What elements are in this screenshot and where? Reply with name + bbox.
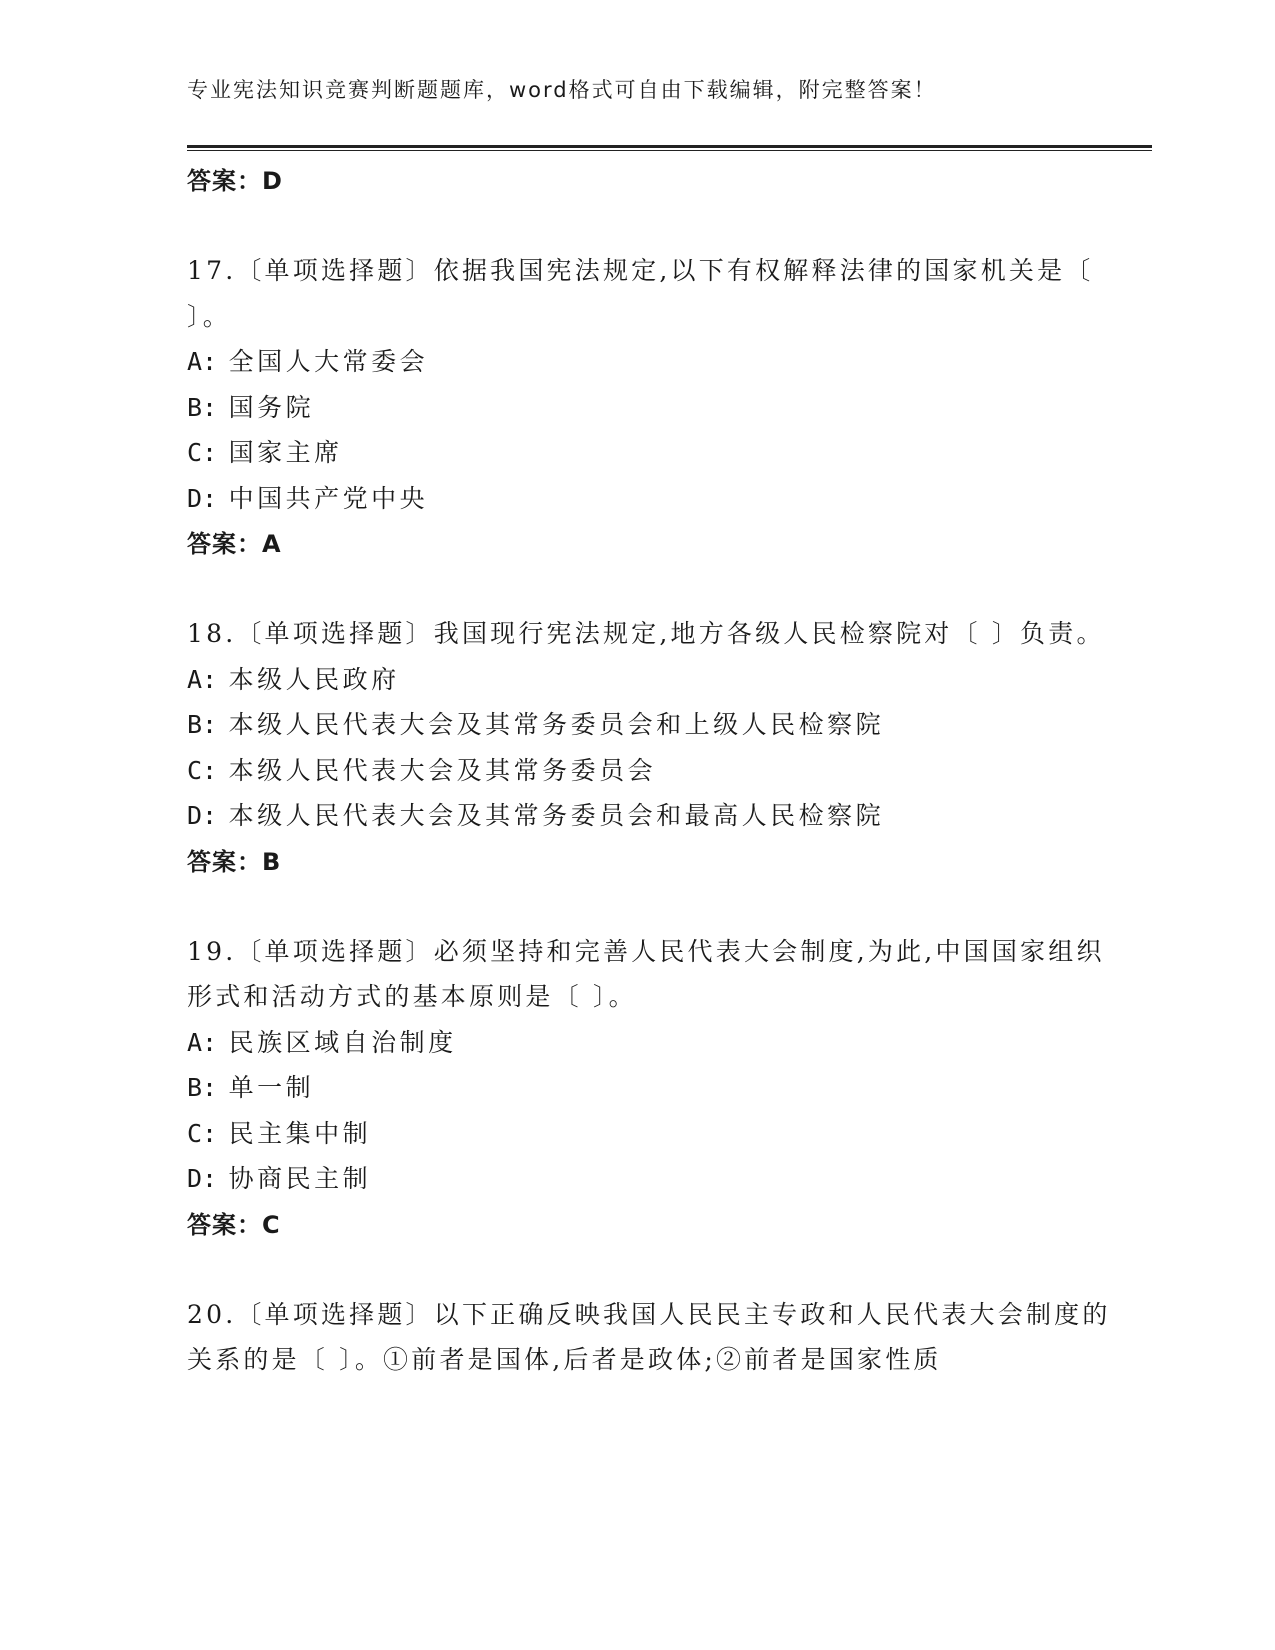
answer-value: D [262, 167, 283, 195]
answer-value: B [262, 847, 282, 876]
option-b [187, 1065, 1117, 1111]
option-letter: C: [187, 438, 218, 467]
option-letter: B: [187, 710, 218, 739]
question-stem: 17.〔单项选择题〕依据我国宪法规定,以下有权解释法律的国家机关是〔 〕。 [187, 256, 1094, 331]
answer-label: 答案： [187, 847, 262, 876]
option-letter: D: [187, 801, 218, 830]
option-text: 本级人民代表大会及其常务委员会和上级人民检察院 [228, 710, 885, 739]
option-c [187, 430, 1117, 476]
option-text: 国家主席 [228, 438, 343, 467]
option-letter: C: [187, 1118, 218, 1148]
option-text: 单一制 [228, 1073, 315, 1102]
option-b [187, 385, 1117, 431]
option-c [187, 748, 1117, 794]
question-answer [187, 521, 1117, 567]
question-stem: 20.〔单项选择题〕以下正确反映我国人民民主专政和人民代表大会制度的关系的是〔 〕。①前者是国体,后者是政体;②前者是国家性质 [187, 1299, 1111, 1374]
answer-value: A [262, 530, 282, 558]
header-rule-thick [187, 145, 1152, 148]
option-text: 协商民主制 [228, 1164, 372, 1193]
question-19 [187, 929, 1117, 1248]
option-text: 本级人民代表大会及其常务委员会 [228, 755, 657, 785]
option-letter: A: [187, 347, 218, 376]
leading-answer [187, 158, 1117, 204]
question-stem: 19.〔单项选择题〕必须坚持和完善人民代表大会制度,为此,中国国家组织形式和活动方式的基本原则是〔 〕。 [187, 936, 1105, 1011]
spacer [187, 567, 1117, 611]
option-letter: A: [187, 664, 218, 694]
option-letter: D: [187, 483, 218, 513]
option-text: 全国人大常委会 [228, 347, 429, 376]
question-stem: 18.〔单项选择题〕我国现行宪法规定,地方各级人民检察院对〔 〕负责。 [187, 619, 1105, 648]
spacer [187, 1248, 1117, 1292]
option-a [187, 657, 1117, 703]
question-answer [187, 839, 1117, 885]
question-list [187, 158, 1117, 1383]
option-text: 本级人民代表大会及其常务委员会和最高人民检察院 [228, 801, 885, 830]
option-text: 国务院 [228, 392, 315, 422]
spacer [187, 885, 1117, 929]
option-b [187, 702, 1117, 748]
question-answer [187, 1202, 1117, 1248]
answer-label: 答案： [187, 1210, 262, 1239]
option-text: 民主集中制 [228, 1118, 372, 1148]
option-letter: A: [187, 1027, 218, 1057]
spacer [187, 204, 1117, 248]
answer-label: 答案： [187, 167, 262, 195]
option-text: 中国共产党中央 [228, 483, 429, 513]
option-letter: B: [187, 1073, 218, 1102]
option-letter: D: [187, 1164, 218, 1193]
option-d [187, 476, 1117, 522]
option-c [187, 1111, 1117, 1157]
answer-value: C [262, 1210, 281, 1239]
option-letter: B: [187, 392, 218, 422]
option-text: 本级人民政府 [228, 664, 400, 694]
option-d [187, 1156, 1117, 1202]
answer-label: 答案： [187, 530, 262, 558]
document-header: 专业宪法知识竞赛判断题题库，word格式可自由下载编辑，附完整答案！ [187, 78, 937, 102]
option-text: 民族区域自治制度 [228, 1027, 457, 1057]
option-a [187, 339, 1117, 385]
option-letter: C: [187, 755, 218, 785]
option-a [187, 1020, 1117, 1066]
question-17 [187, 248, 1117, 567]
question-20 [187, 1292, 1117, 1383]
question-18 [187, 611, 1117, 885]
header-rule-thin [187, 150, 1152, 151]
option-d [187, 793, 1117, 839]
